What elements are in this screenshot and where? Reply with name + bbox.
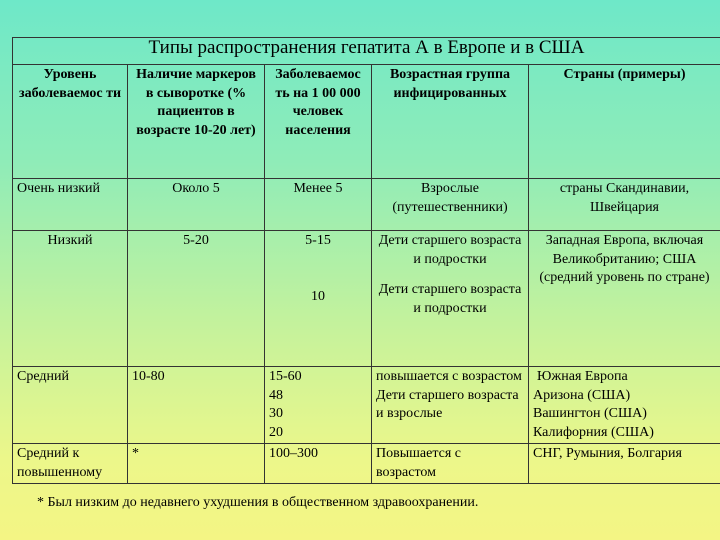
table-title: Типы распространения гепатита А в Европе и в США (13, 38, 720, 65)
cell-incidence (265, 367, 372, 444)
cell-countries: Западная Европа, включая Великобританию; США (средний уровень по стране) (529, 231, 720, 367)
footnote: * Был низким до недавнего ухудшения в общественном здравоохранении. (37, 495, 479, 510)
cell-incidence (265, 231, 372, 367)
cell-level: Средний к повышенному (13, 444, 128, 484)
header-markers: Наличие маркеров в сыворотке (% пациентов в возрасте 10-20 лет) (128, 65, 265, 179)
table-row (13, 444, 720, 484)
header-row (13, 65, 720, 179)
cell-markers: 10-80 (128, 367, 265, 444)
incidence-value: 15-60 (269, 369, 302, 384)
cell-incidence: Менее 5 (265, 179, 372, 231)
cell-age-group: повышается с возрастом Дети старшего возраста и взрослые (372, 367, 529, 444)
cell-level: Низкий (13, 231, 128, 367)
table-row (13, 231, 720, 367)
cell-countries: страны Скандинавии, Швейцария (529, 179, 720, 231)
country-line: Вашингтон (США) (533, 406, 647, 421)
cell-markers: 5-20 (128, 231, 265, 367)
header-age-group: Возрастная группа инфицированных (372, 65, 529, 179)
incidence-value: 20 (269, 424, 283, 440)
cell-age-group: Взрослые (путешественники) (372, 179, 529, 231)
table-row (13, 179, 720, 231)
incidence-value: 48 (269, 387, 283, 403)
cell-age-group: Повышается с возрастом (372, 444, 529, 484)
cell-incidence: 100–300 (265, 444, 372, 484)
table-row (13, 367, 720, 444)
country-line: Южная Европа (537, 369, 628, 384)
incidence-value: 30 (269, 406, 283, 421)
cell-countries: СНГ, Румыния, Болгария (529, 444, 720, 484)
header-level: Уровень заболеваемос ти (13, 65, 128, 179)
cell-age-group (372, 231, 529, 367)
cell-countries (529, 367, 720, 444)
age-group-text: Дети старшего возраста и подростки (378, 233, 522, 267)
hepatitis-table (12, 37, 720, 484)
country-line: Калифорния (США) (533, 424, 654, 440)
table-title-row (13, 38, 720, 65)
cell-markers: Около 5 (128, 179, 265, 231)
incidence-value: 10 (311, 288, 325, 304)
cell-level: Средний (13, 367, 128, 444)
age-group-text: Дети старшего возраста и подростки (378, 282, 522, 316)
header-countries: Страны (примеры) (529, 65, 720, 179)
cell-markers: * (128, 444, 265, 484)
cell-level: Очень низкий (13, 179, 128, 231)
incidence-value: 5-15 (305, 233, 331, 248)
country-line: Аризона (США) (533, 387, 631, 403)
header-incidence: Заболеваемос ть на 1 00 000 человек населения (265, 65, 372, 179)
